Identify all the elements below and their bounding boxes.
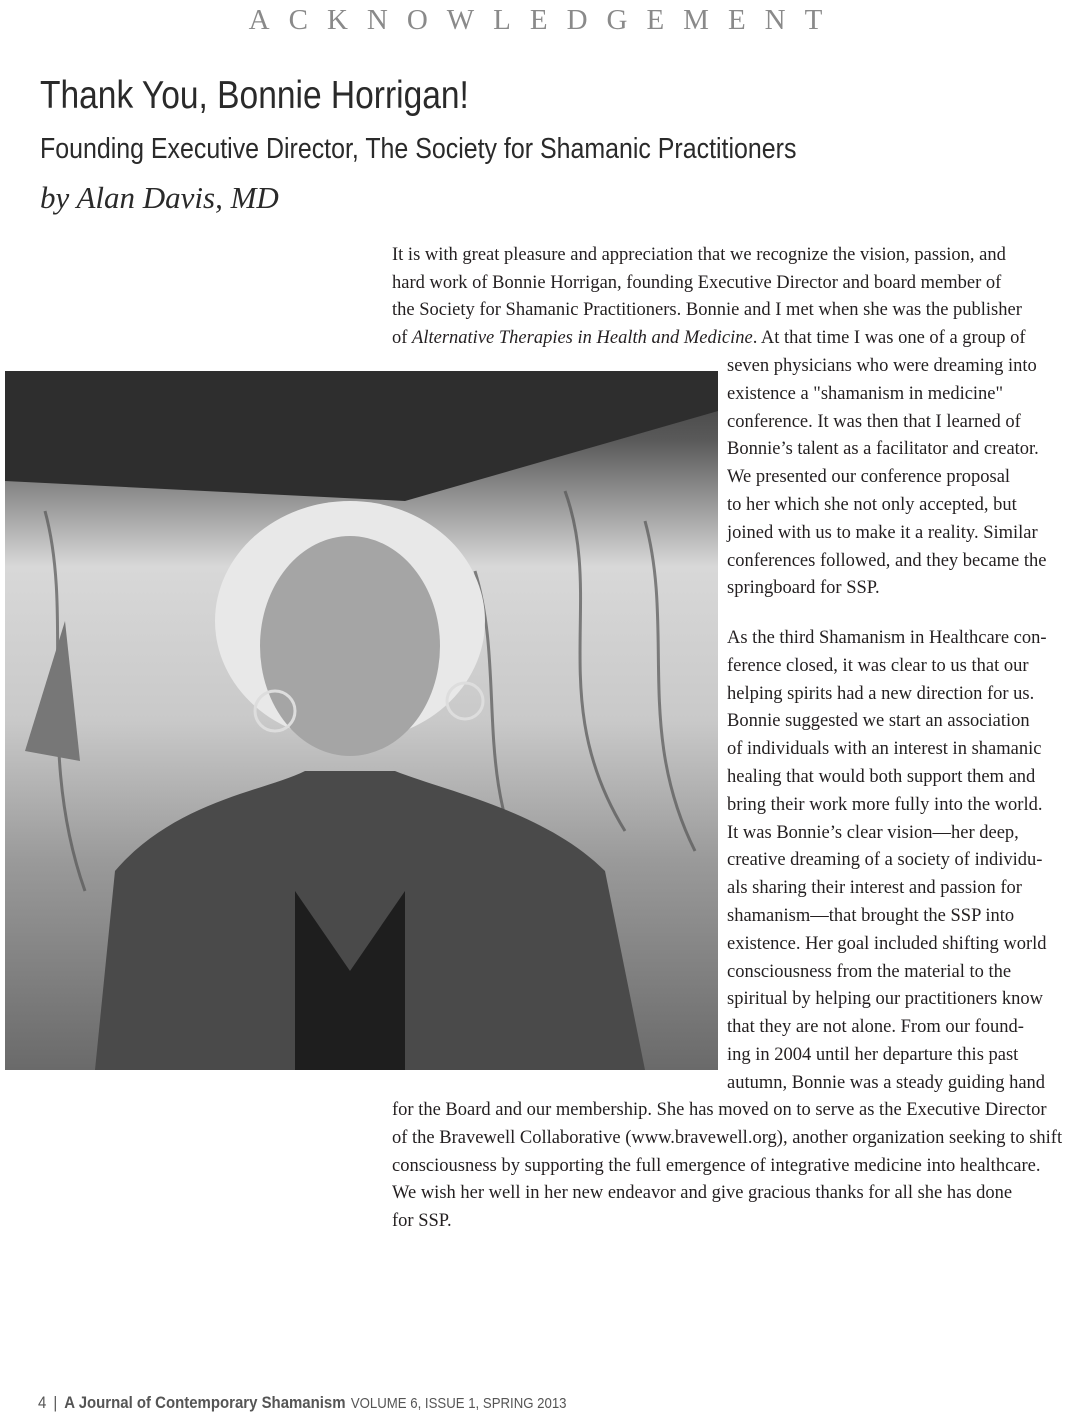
page-number: 4 bbox=[38, 1393, 47, 1412]
text-line: of the Bravewell Collaborative (www.bravewell.org), another organization seeking to shift bbox=[392, 1127, 1063, 1148]
text-line: It was Bonnie’s clear vision—her deep, bbox=[727, 822, 1019, 843]
text-line: As the third Shamanism in Healthcare con- bbox=[727, 628, 1047, 648]
text-line: als sharing their interest and passion for bbox=[727, 878, 1022, 899]
text-line: hard work of Bonnie Horrigan, founding Executive Director and board member of bbox=[392, 272, 1002, 293]
text-line: consciousness from the material to the bbox=[727, 961, 1012, 982]
text-line: to her which she not only accepted, but bbox=[727, 495, 1017, 515]
text-line: Bonnie’s talent as a facilitator and creator. bbox=[727, 439, 1039, 460]
text-line: We wish her well in her new endeavor and give gracious thanks for all she has done bbox=[392, 1183, 1013, 1204]
text-line: We presented our conference proposal bbox=[727, 467, 1011, 488]
text-line: conferences followed, and they became the bbox=[727, 550, 1047, 571]
text-line: helping spirits had a new direction for us. bbox=[727, 683, 1035, 704]
text-line: It is with great pleasure and appreciation that we recognize the vision, passion, and bbox=[392, 245, 1006, 265]
text-line: conference. It was then that I learned of bbox=[727, 411, 1021, 432]
text-line: springboard for SSP. bbox=[727, 578, 880, 599]
portrait-image bbox=[5, 371, 718, 1070]
text-line: ference closed, it was clear to us that our bbox=[727, 655, 1029, 676]
footer-separator: | bbox=[53, 1393, 58, 1412]
text-line: existence a "shamanism in medicine" bbox=[727, 383, 1004, 404]
portrait-photo bbox=[5, 371, 718, 1070]
text-line: autumn, Bonnie was a steady guiding hand bbox=[727, 1072, 1046, 1093]
text-line: healing that would both support them and bbox=[727, 767, 1036, 787]
text-line: consciousness by supporting the full emergence of integrative medicine into healthcare. bbox=[392, 1155, 1041, 1176]
text-line: for SSP. bbox=[392, 1211, 452, 1232]
text-line: for the Board and our membership. She has moved on to serve as the Executive Director bbox=[392, 1100, 1047, 1120]
page-footer bbox=[38, 1393, 567, 1413]
text-line: of individuals with an interest in shamanic bbox=[727, 739, 1042, 760]
article-title: Thank You, Bonnie Horrigan! bbox=[40, 74, 469, 117]
text-line: creative dreaming of a society of individu- bbox=[727, 850, 1043, 871]
text-line: ing in 2004 until her departure this past bbox=[727, 1045, 1019, 1065]
text-line: existence. Her goal included shifting world bbox=[727, 933, 1047, 954]
intro-line: of Alternative Therapies in Health and Medicine. At that time I was one of a group of bbox=[392, 328, 1026, 348]
text-line: seven physicians who were dreaming into bbox=[727, 356, 1037, 376]
text-line: spiritual by helping our practitioners know bbox=[727, 989, 1043, 1010]
article-subtitle: Founding Executive Director, The Society for Shamanic Practitioners bbox=[40, 133, 797, 165]
text-line: bring their work more fully into the world. bbox=[727, 794, 1043, 815]
publication-title: Alternative Therapies in Health and Medicine bbox=[412, 328, 753, 348]
issue-info: VOLUME 6, ISSUE 1, SPRING 2013 bbox=[350, 1395, 567, 1412]
text-line: that they are not alone. From our found- bbox=[727, 1017, 1024, 1038]
text-line: Bonnie suggested we start an association bbox=[727, 711, 1030, 732]
byline: by Alan Davis, MD bbox=[40, 180, 279, 215]
journal-name: A Journal of Contemporary Shamanism bbox=[64, 1393, 346, 1412]
section-label: ACKNOWLEDGEMENT bbox=[248, 4, 842, 36]
text-line: joined with us to make it a reality. Similar bbox=[727, 522, 1038, 543]
text-line: the Society for Shamanic Practitioners. Bonnie and I met when she was the publisher bbox=[392, 300, 1022, 321]
text-line: shamanism—that brought the SSP into bbox=[727, 906, 1015, 926]
